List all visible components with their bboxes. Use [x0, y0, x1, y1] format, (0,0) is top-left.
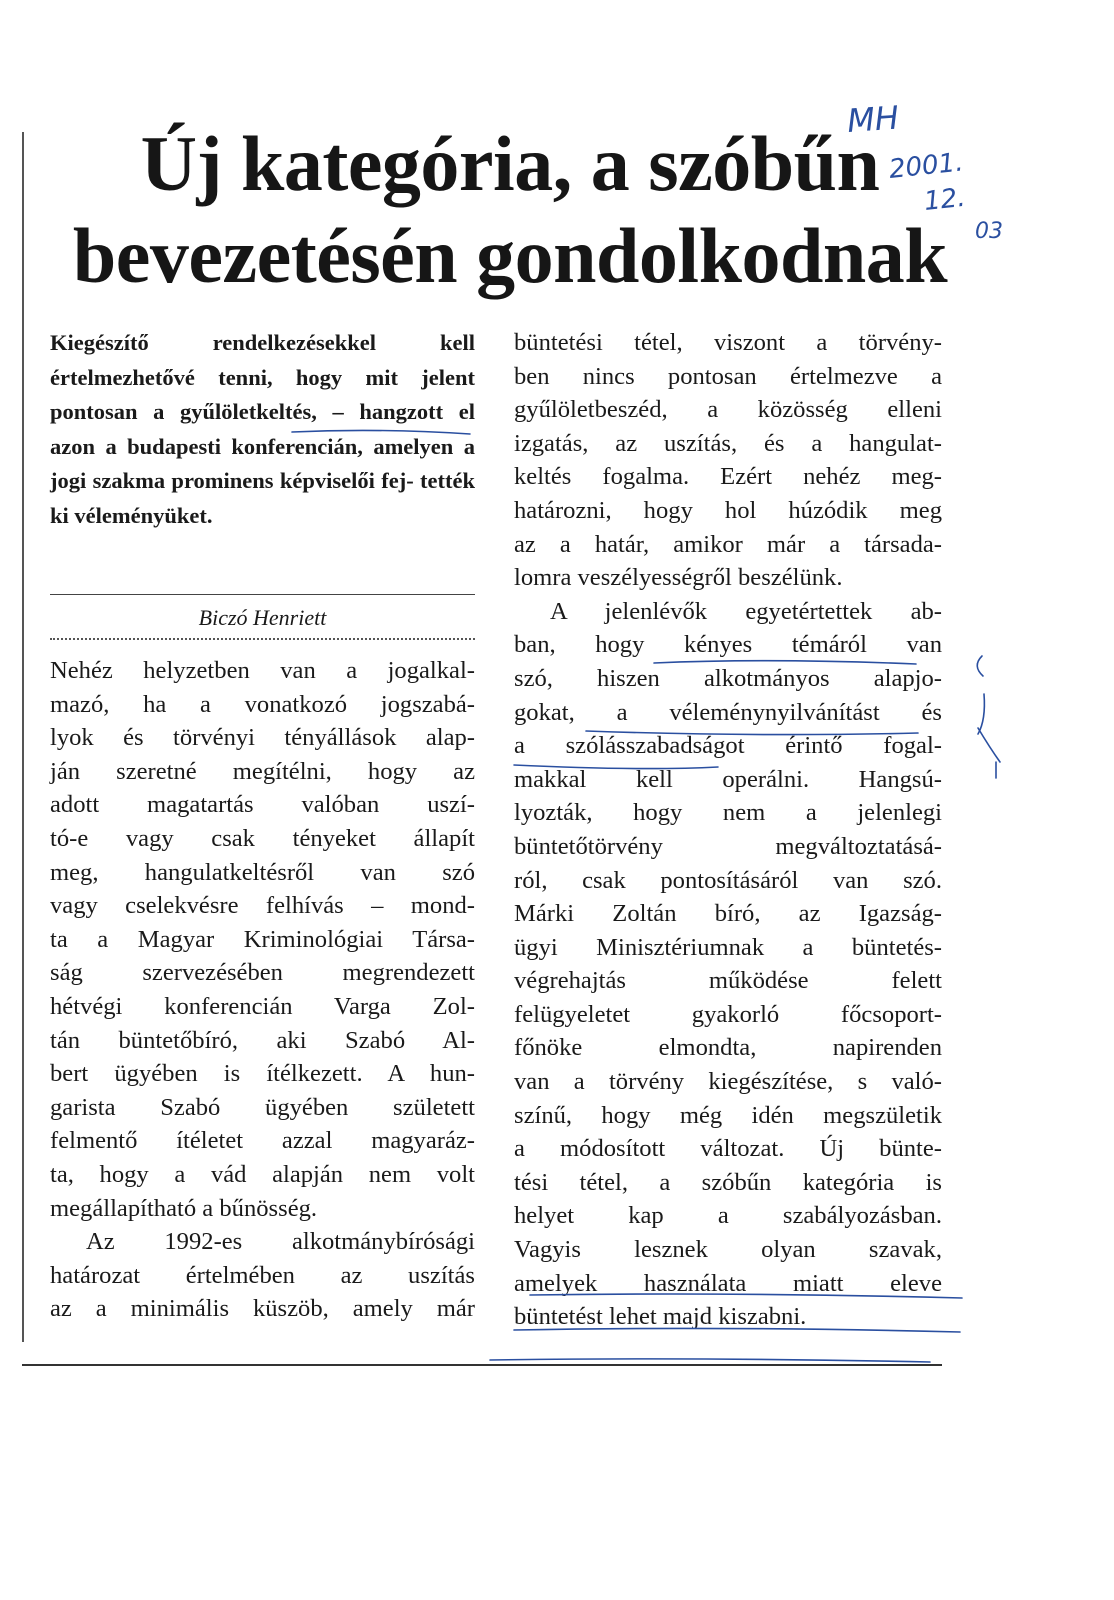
body-line: keltés fogalma. Ezért nehéz meg- — [514, 463, 942, 491]
body-line: Márki Zoltán bíró, az Igazság- — [514, 900, 942, 928]
body-line: főnöke elmondta, napirenden — [514, 1034, 942, 1062]
body-line: helyet kap a szabályozásban. — [514, 1202, 942, 1230]
body-line: színű, hogy még idén megszületik — [514, 1101, 942, 1129]
body-line: végrehajtás működése felett — [514, 967, 942, 995]
body-line: bert ügyében is ítélkezett. A hun- — [50, 1060, 475, 1088]
body-line: ban, hogy kényes témáról van — [514, 631, 942, 659]
body-line: Nehéz helyzetben van a jogalkal- — [50, 657, 475, 684]
body-line: büntetési tétel, viszont a törvény- — [514, 329, 942, 356]
body-line: az a minimális küszöb, amely már — [50, 1295, 475, 1323]
body-line: megállapítható a bűnösség. — [50, 1194, 318, 1222]
handwritten-note-line-1: MH — [845, 98, 901, 140]
body-line: felmentő ítéletet azzal magyaráz- — [50, 1127, 475, 1155]
body-line: tán büntetőbíró, aki Szabó Al- — [50, 1026, 475, 1054]
body-line: ta, hogy a vád alapján nem volt — [50, 1160, 475, 1188]
body-line: az a határ, amikor már a társada- — [514, 530, 942, 558]
body-line: amelyek használata miatt eleve — [514, 1269, 942, 1297]
body-line: ben nincs pontosan értelmezve a — [514, 362, 942, 390]
body-line: a szólásszabadságot érintő fogal- — [514, 732, 942, 760]
body-line: Az 1992-es alkotmánybírósági — [86, 1228, 475, 1256]
body-line: határozni, hogy hol húzódik meg — [514, 496, 942, 524]
body-line: büntetőtörvény megváltoztatásá- — [514, 832, 942, 860]
body-line: ta a Magyar Kriminológiai Társa- — [50, 925, 475, 953]
body-line: tési tétel, a szóbűn kategória is — [514, 1168, 942, 1196]
body-line: lyok és törvényi tényállások alap- — [50, 724, 475, 752]
body-line: makkal kell operálni. Hangsú- — [514, 765, 942, 793]
handwritten-note-line-2: 2001. — [887, 147, 965, 185]
body-line: gokat, a véleménynyilvánítást és — [514, 698, 942, 726]
body-line: ján szeretné megítélni, hogy az — [50, 757, 475, 785]
lead-text: Kiegészítő rendelkezésekkel kell értelmezhetővé tenni, hogy mit jelent pontosan a gyűlöletkeltés, – hangzott el azon a budapesti konferencián, amelyen a jogi szakma prominens képviselői fej- tették ki véleményüket. — [50, 330, 476, 528]
body-line: A jelenlévők egyetértettek ab- — [550, 597, 942, 625]
body-line: izgatás, az uszítás, és a hangulat- — [514, 429, 942, 457]
body-line: gyűlöletbeszéd, a közösség elleni — [514, 396, 942, 424]
body-line: határozat értelmében az uszítás — [50, 1261, 475, 1289]
body-line: adott magatartás valóban uszí- — [50, 791, 475, 819]
body-line: meg, hangulatkeltésről van szó — [50, 858, 475, 886]
body-line: ság szervezésében megrendezett — [50, 959, 475, 987]
headline-line-2: bevezetésén gondolkodnak — [72, 212, 948, 299]
body-line: hétvégi konferencián Varga Zol- — [50, 992, 475, 1020]
body-line: a módosított változat. Új bünte- — [514, 1135, 942, 1163]
body-line: ügyi Minisztériumnak a büntetés- — [514, 933, 942, 961]
body-line: tó-e vagy csak tényeket állapít — [50, 824, 475, 852]
body-line: van a törvény kiegészítése, s való- — [514, 1068, 942, 1096]
pen-underlines — [292, 430, 962, 1362]
headline-line-1: Új kategória, a szóbűn — [140, 120, 880, 207]
body-line: lomra veszélyességről beszélünk. — [514, 564, 843, 592]
body-line: ról, csak pontosításáról van szó. — [514, 866, 942, 894]
body-line: szó, hiszen alkotmányos alapjo- — [514, 664, 942, 692]
body-line: lyozták, hogy nem a jelenlegi — [514, 799, 942, 827]
handwritten-note-line-3: 12. — [922, 182, 967, 217]
body-line: mazó, ha a vonatkozó jogszabá- — [50, 690, 475, 718]
handwritten-note-line-4: 03 — [975, 219, 1003, 244]
pen-margin-marks — [977, 656, 1000, 778]
body-line: garista Szabó ügyében született — [50, 1093, 475, 1121]
body-line: büntetést lehet majd kiszabni. — [514, 1303, 807, 1331]
body-line: vagy cselekvésre felhívás – mond- — [50, 892, 475, 920]
body-line: felügyeletet gyakorló főcsoport- — [514, 1000, 942, 1028]
byline: Biczó Henriett — [198, 605, 327, 630]
body-line: Vagyis lesznek olyan szavak, — [514, 1236, 942, 1264]
